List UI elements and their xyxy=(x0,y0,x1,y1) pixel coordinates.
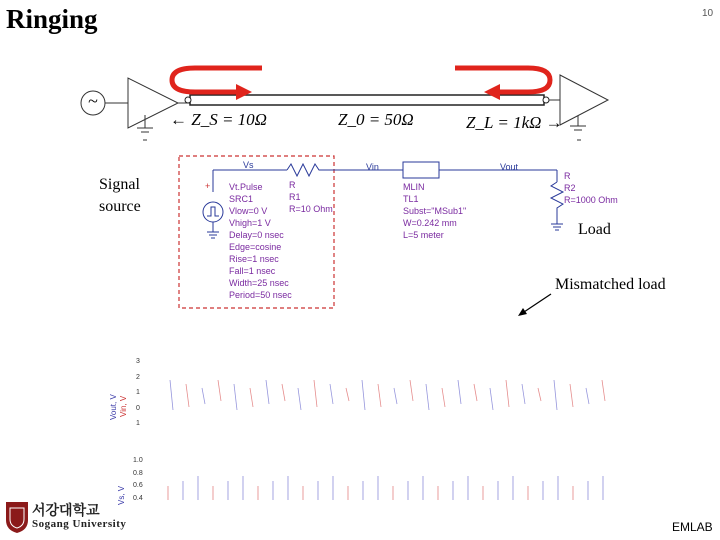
transmission-line-diagram xyxy=(0,0,720,160)
load-label: Load xyxy=(578,221,611,238)
upper-wave-segment xyxy=(202,388,205,404)
upper-plot-ylabel-2: Vin, V xyxy=(119,395,128,417)
reflected-wave-arrow xyxy=(455,68,550,92)
lower-plot-ylabel: Vs, V xyxy=(117,485,126,505)
waveform-plots xyxy=(150,350,620,505)
tline-block xyxy=(403,162,439,178)
receiver-triangle xyxy=(560,75,608,125)
signal-source-label-line2: source xyxy=(99,198,141,215)
lower-source-waveform xyxy=(168,476,603,500)
lower-plot-ticks: 1.0 0.8 0.6 0.4 xyxy=(133,457,143,502)
node-vin-label: Vin xyxy=(366,162,379,172)
upper-ringing-waveform xyxy=(170,380,605,410)
r1-resistor xyxy=(287,164,405,176)
source-params: Vt.Pulse SRC1 Vlow=0 V Vhigh=1 V Delay=0 nsec Edge=cosine Rise=1 nsec Fall=1 nsec Width=25 nsec Period=50 nsec xyxy=(229,182,292,300)
upper-wave-segment xyxy=(314,380,317,407)
upper-wave-segment xyxy=(170,380,173,410)
upper-wave-segment xyxy=(442,388,445,407)
z0-label: Z_0 = 50Ω xyxy=(338,110,414,129)
upper-wave-segment xyxy=(506,380,509,407)
transmission-line xyxy=(190,95,544,105)
upper-wave-segment xyxy=(346,388,349,401)
upper-wave-segment xyxy=(602,380,605,401)
upper-plot-ylabel: Vout, V xyxy=(109,394,118,420)
upper-wave-segment xyxy=(298,388,301,410)
upper-wave-segment xyxy=(458,380,461,404)
upper-wave-segment xyxy=(218,380,221,401)
r1-params: R R1 R=10 Ohm xyxy=(289,180,333,214)
svg-text:+: + xyxy=(205,181,211,191)
node-vout-label: Vout xyxy=(500,162,519,172)
pulse-source-symbol xyxy=(203,202,223,222)
upper-wave-segment xyxy=(394,388,397,404)
signal-source-label-line1: Signal xyxy=(99,176,140,193)
upper-wave-segment xyxy=(474,384,477,401)
r2-resistor xyxy=(551,182,563,224)
university-name-korean: 서강대학교 xyxy=(32,503,100,519)
university-seal-icon xyxy=(4,500,30,534)
r2-params: R R2 R=1000 Ohm xyxy=(564,171,618,205)
upper-wave-segment xyxy=(186,384,189,407)
mismatched-load-label: Mismatched load xyxy=(555,276,666,293)
upper-wave-segment xyxy=(426,384,429,410)
tline-params: MLIN TL1 Subst="MSub1" W=0.242 mm L=5 meter xyxy=(403,182,467,240)
upper-wave-segment xyxy=(570,384,573,407)
upper-wave-segment xyxy=(330,384,333,404)
forward-wave-arrow xyxy=(172,68,262,92)
page-number: 10 xyxy=(702,8,714,19)
upper-wave-segment xyxy=(410,380,413,401)
upper-wave-segment xyxy=(378,384,381,407)
zl-label: Z_L = 1kΩ → xyxy=(466,113,563,132)
upper-wave-segment xyxy=(266,380,269,404)
upper-plot-ticks: 3 2 1 0 1 xyxy=(136,358,140,427)
node-vs-label: Vs xyxy=(243,160,254,170)
upper-wave-segment xyxy=(554,380,557,410)
ac-source-icon: ~ xyxy=(88,91,98,111)
zs-label: ← Z_S = 10Ω xyxy=(170,110,267,129)
upper-wave-segment xyxy=(282,384,285,401)
upper-wave-segment xyxy=(362,380,365,410)
footer-label: EMLAB xyxy=(672,520,713,534)
upper-wave-segment xyxy=(586,388,589,404)
upper-wave-segment xyxy=(490,388,493,410)
upper-wave-segment xyxy=(522,384,525,404)
university-name-english: Sogang University xyxy=(32,518,127,530)
upper-wave-segment xyxy=(250,388,253,407)
upper-wave-segment xyxy=(538,388,541,401)
slide-title: Ringing xyxy=(6,4,98,34)
upper-wave-segment xyxy=(234,384,237,410)
